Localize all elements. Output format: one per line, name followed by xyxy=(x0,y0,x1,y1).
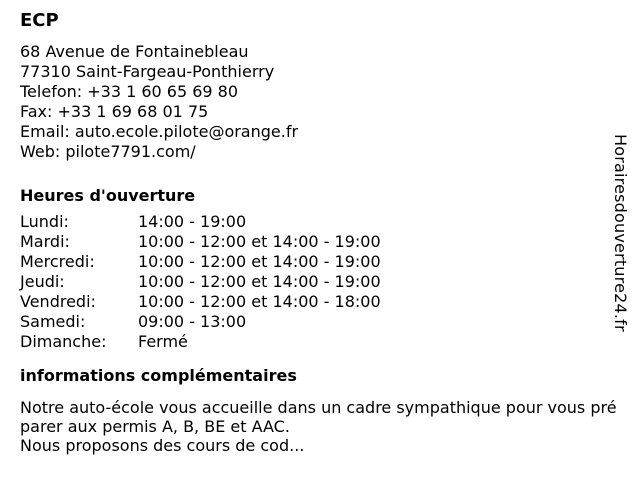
hours-time: 09:00 - 13:00 xyxy=(138,312,247,331)
hours-row xyxy=(20,252,381,272)
info-heading: informations complémentaires xyxy=(20,366,297,385)
info-text-line-1: Notre auto-école vous accueille dans un cadre sympathique pour vous préparer aux permis A, B, BE et AAC. xyxy=(20,398,617,436)
hours-time: Fermé xyxy=(138,332,188,351)
address-line-2: 77310 Saint-Fargeau-Ponthierry xyxy=(20,62,275,81)
hours-row xyxy=(20,232,381,252)
site-watermark: Horairesdouverture24.fr xyxy=(611,134,630,332)
web-text: Web: pilote7791.com/ xyxy=(20,142,196,161)
hours-time: 10:00 - 12:00 et 14:00 - 18:00 xyxy=(138,292,381,311)
hours-heading: Heures d'ouverture xyxy=(20,186,196,205)
hours-day: Mardi: xyxy=(20,232,70,251)
hours-row xyxy=(20,212,381,232)
hours-row xyxy=(20,312,381,332)
fax-text: Fax: +33 1 69 68 01 75 xyxy=(20,102,209,121)
hours-row xyxy=(20,332,381,352)
hours-day: Vendredi: xyxy=(20,292,96,311)
phone-text: Telefon: +33 1 60 65 69 80 xyxy=(20,82,239,101)
hours-day: Jeudi: xyxy=(20,272,65,291)
hours-day: Dimanche: xyxy=(20,332,107,351)
address-line-1: 68 Avenue de Fontainebleau xyxy=(20,42,249,61)
hours-row xyxy=(20,292,381,312)
hours-time: 10:00 - 12:00 et 14:00 - 19:00 xyxy=(138,272,381,291)
hours-time: 10:00 - 12:00 et 14:00 - 19:00 xyxy=(138,252,381,271)
business-card xyxy=(20,8,617,455)
hours-day: Lundi: xyxy=(20,212,69,231)
hours-time: 14:00 - 19:00 xyxy=(138,212,247,231)
hours-time: 10:00 - 12:00 et 14:00 - 19:00 xyxy=(138,232,381,251)
hours-day: Samedi: xyxy=(20,312,86,331)
hours-row xyxy=(20,272,381,292)
hours-table xyxy=(20,212,381,352)
email-text: Email: auto.ecole.pilote@orange.fr xyxy=(20,122,299,141)
business-name: ECP xyxy=(20,10,59,31)
contact-block xyxy=(20,42,610,162)
info-text xyxy=(20,398,625,455)
info-text-line-2: Nous proposons des cours de cod... xyxy=(20,436,305,455)
hours-day: Mercredi: xyxy=(20,252,95,271)
